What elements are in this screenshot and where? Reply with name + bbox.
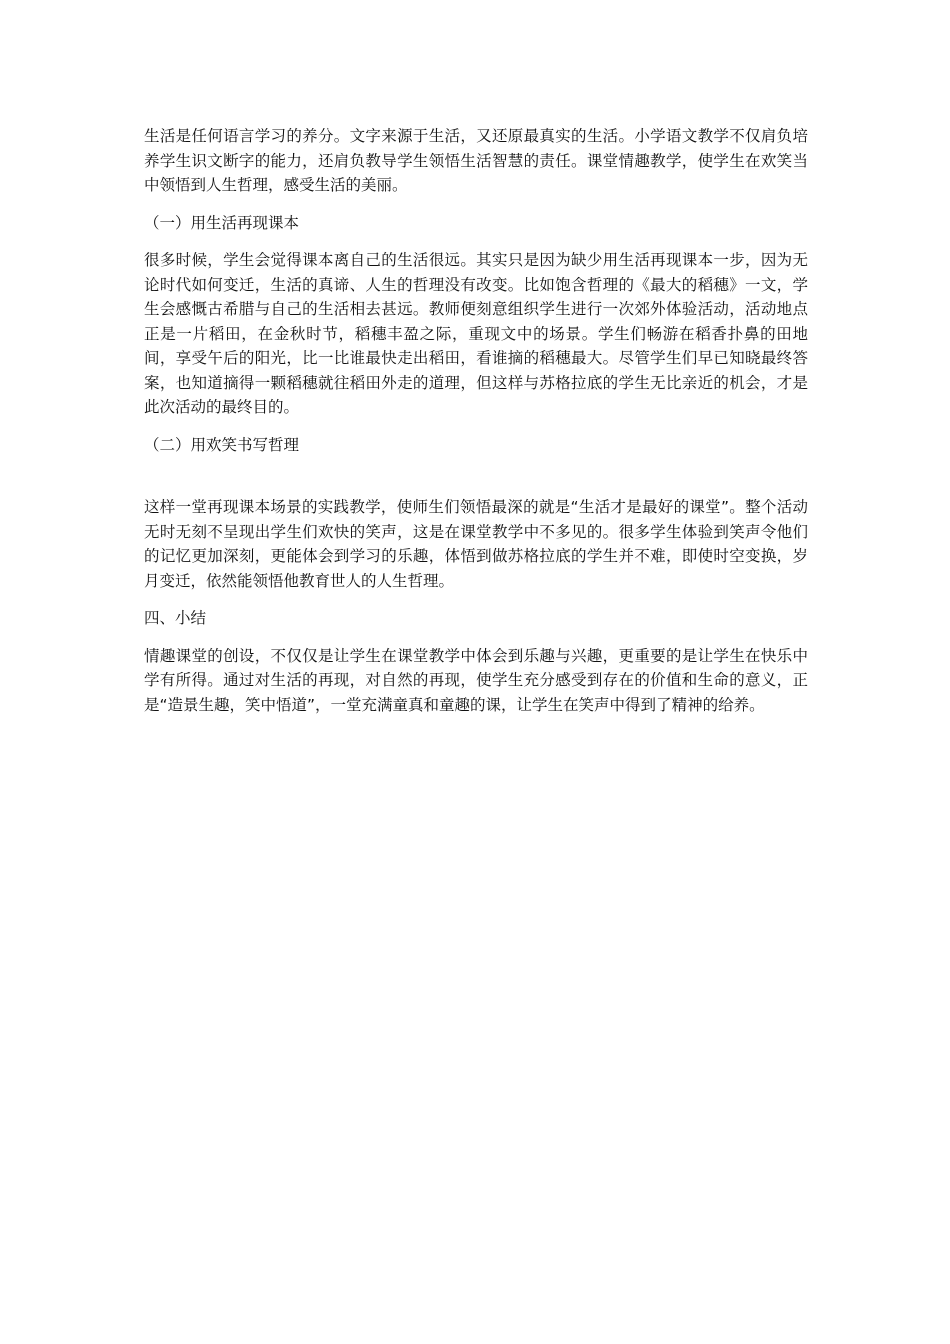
spacer [144,593,808,606]
summary-paragraph: 情趣课堂的创设，不仅仅是让学生在课堂教学中体会到乐趣与兴趣，更重要的是让学生在快乐中学有所得。通过对生活的再现，对自然的再现，使学生充分感受到存在的价值和生命的意义，正是“造景生趣，笑中悟道”，一堂充满童真和童趣的课，让学生在笑声中得到了精神的给养。 [144,646,808,714]
section-heading-life-textbook: （一）用生活再现课本 [144,213,300,232]
section-heading-summary: 四、小结 [144,609,207,627]
document-body [144,124,808,717]
spacer [144,631,808,644]
body-paragraph-practice-teaching: 这样一堂再现课本场景的实践教学，使师生们领悟最深的就是“生活才是最好的课堂”。整个活动无时无刻不呈现出学生们欢快的笑声，这是在课堂教学中不多见的。很多学生体验到笑声令他们的记忆更加深刻，更能体会到学习的乐趣，体悟到做苏格拉底的学生并不难，即使时空变换，岁月变迁，依然能领悟他教育世人的人生哲理。 [144,498,808,590]
spacer [144,198,808,211]
spacer [144,235,808,248]
spacer [144,457,808,495]
section-heading-laughter-philosophy: （二）用欢笑书写哲理 [144,435,300,454]
spacer [144,420,808,433]
intro-paragraph: 生活是任何语言学习的养分。文字来源于生活，又还原最真实的生活。小学语文教学不仅肩负培养学生识文断字的能力，还肩负教导学生领悟生活智慧的责任。课堂情趣教学，使学生在欢笑当中领悟到人生哲理，感受生活的美丽。 [144,127,808,194]
body-paragraph-rice-field: 很多时候，学生会觉得课本离自己的生活很远。其实只是因为缺少用生活再现课本一步，因为无论时代如何变迁，生活的真谛、人生的哲理没有改变。比如饱含哲理的《最大的稻穗》一文，学生会感慨古希腊与自己的生活相去甚远。教师便刻意组织学生进行一次郊外体验活动，活动地点正是一片稻田，在金秋时节，稻穗丰盈之际，重现文中的场景。学生们畅游在稻香扑鼻的田地间，享受午后的阳光，比一比谁最快走出稻田，看谁摘的稻穗最大。尽管学生们早已知晓最终答案，也知道摘得一颗稻穗就往稻田外走的道理，但这样与苏格拉底的学生无比亲近的机会，才是此次活动的最终目的。 [144,251,808,416]
